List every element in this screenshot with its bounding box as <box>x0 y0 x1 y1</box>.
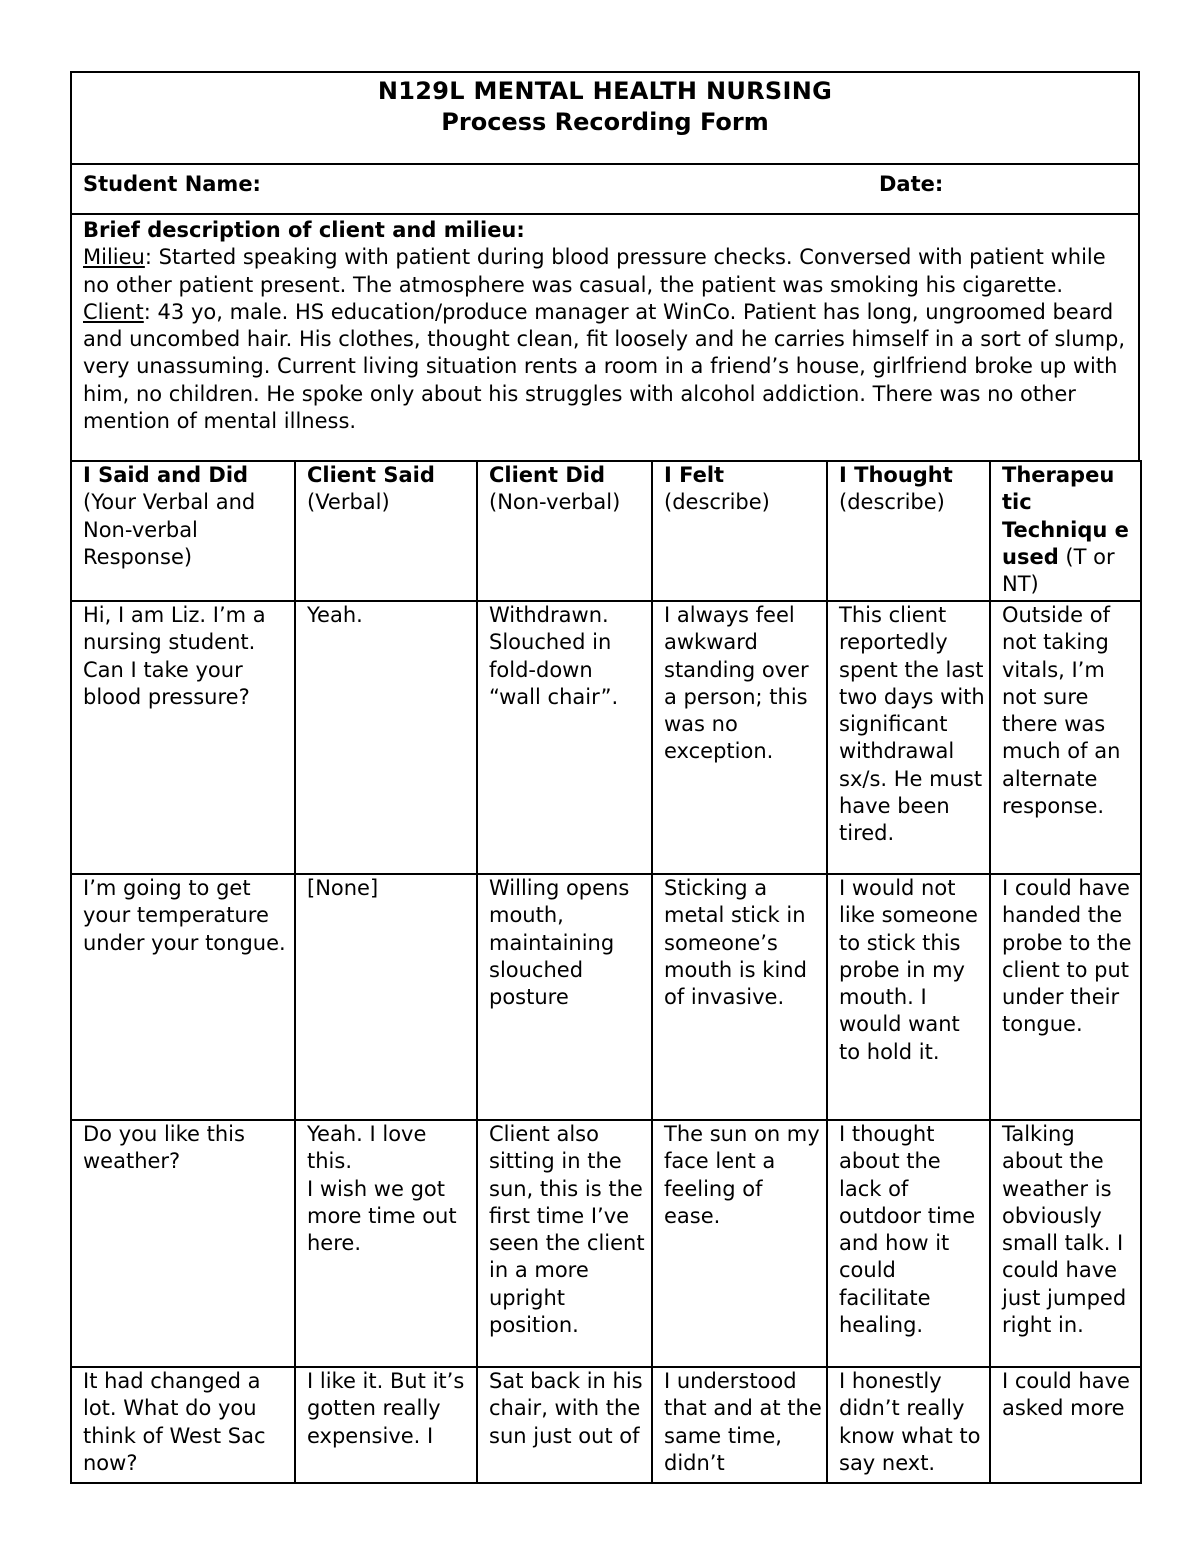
table-cell: I thought about the lack of outdoor time and how it could facilitate healing. <box>827 1120 990 1367</box>
client-label: Client <box>83 299 144 324</box>
table-header-row <box>71 461 1141 601</box>
table-cell: I would not like someone to stick this probe in my mouth. I would want to hold it. <box>827 874 990 1120</box>
column-header: I Felt (describe) <box>652 461 827 601</box>
table-cell: Yeah. I love this. I wish we got more time out here. <box>295 1120 477 1367</box>
table-cell: I always feel awkward standing over a person; this was no exception. <box>652 601 827 874</box>
table-row <box>71 1367 1141 1483</box>
student-info-row <box>70 165 1140 215</box>
table-row <box>71 601 1141 874</box>
table-cell: Talking about the weather is obviously small talk. I could have just jumped right in. <box>990 1120 1141 1367</box>
column-header: I Said and Did (Your Verbal and Non-verbal Response) <box>71 461 295 601</box>
table-cell: I honestly didn’t really know what to say next. <box>827 1367 990 1483</box>
milieu-label: Milieu <box>83 245 145 270</box>
form-title: Process Recording Form <box>441 108 769 136</box>
table-cell: I could have handed the probe to the client to put under their tongue. <box>990 874 1141 1120</box>
table-cell: [None] <box>295 874 477 1120</box>
table-cell: Willing opens mouth, maintaining slouched posture <box>477 874 652 1120</box>
table-cell: Yeah. <box>295 601 477 874</box>
milieu-text: : Started speaking with patient during blood pressure checks. Conversed with patient while no other patient present. The atmosphere was casual, the patient was smoking his cigarette. <box>83 245 1106 297</box>
description-heading: Brief description of client and milieu: <box>83 218 525 242</box>
table-cell: Client also sitting in the sun, this is the first time I’ve seen the client in a more upright position. <box>477 1120 652 1367</box>
table-cell: Sat back in his chair, with the sun just out of <box>477 1367 652 1483</box>
table-row <box>71 1120 1141 1367</box>
table-cell: It had changed a lot. What do you think of West Sac now? <box>71 1367 295 1483</box>
client-text: : 43 yo, male. HS education/produce manager at WinCo. Patient has long, ungroomed beard and uncombed hair. His clothes, thought clean, fit loosely and he carries himself in a sort of slump, very unassuming. Current living situation rents a room in a friend’s house, girlfriend broke up with him, no children. He spoke only about his struggles with alcohol addiction. There was no other mention of mental illness. <box>83 299 1126 434</box>
client-paragraph <box>83 299 1128 435</box>
table-cell: I understood that and at the same time, didn’t <box>652 1367 827 1483</box>
table-cell: I could have asked more <box>990 1367 1141 1483</box>
table-cell: This client reportedly spent the last two days with significant withdrawal sx/s. He must have been tired. <box>827 601 990 874</box>
table-cell: Outside of not taking vitals, I’m not sure there was much of an alternate response. <box>990 601 1141 874</box>
client-description <box>70 215 1140 462</box>
milieu-paragraph <box>83 244 1128 299</box>
column-header: Client Did (Non-verbal) <box>477 461 652 601</box>
table-cell: I’m going to get your temperature under your tongue. <box>71 874 295 1120</box>
table-cell: Withdrawn. Slouched in fold-down “wall chair”. <box>477 601 652 874</box>
process-recording-table <box>70 460 1142 1484</box>
column-header: Therapeu tic Techniqu e used (T or NT) <box>990 461 1141 601</box>
column-header: Client Said (Verbal) <box>295 461 477 601</box>
table-cell: Hi, I am Liz. I’m a nursing student. Can I take your blood pressure? <box>71 601 295 874</box>
date-label: Date: <box>879 172 944 196</box>
column-header: I Thought (describe) <box>827 461 990 601</box>
course-title: N129L MENTAL HEALTH NURSING <box>377 77 833 105</box>
table-cell: Sticking a metal stick in someone’s mouth is kind of invasive. <box>652 874 827 1120</box>
table-cell: The sun on my face lent a feeling of ease. <box>652 1120 827 1367</box>
table-cell: Do you like this weather? <box>71 1120 295 1367</box>
table-cell: I like it. But it’s gotten really expensive. I <box>295 1367 477 1483</box>
table-row <box>71 874 1141 1120</box>
student-name-label: Student Name: <box>83 172 261 196</box>
process-recording-form <box>70 71 1140 1484</box>
form-header <box>70 71 1140 165</box>
